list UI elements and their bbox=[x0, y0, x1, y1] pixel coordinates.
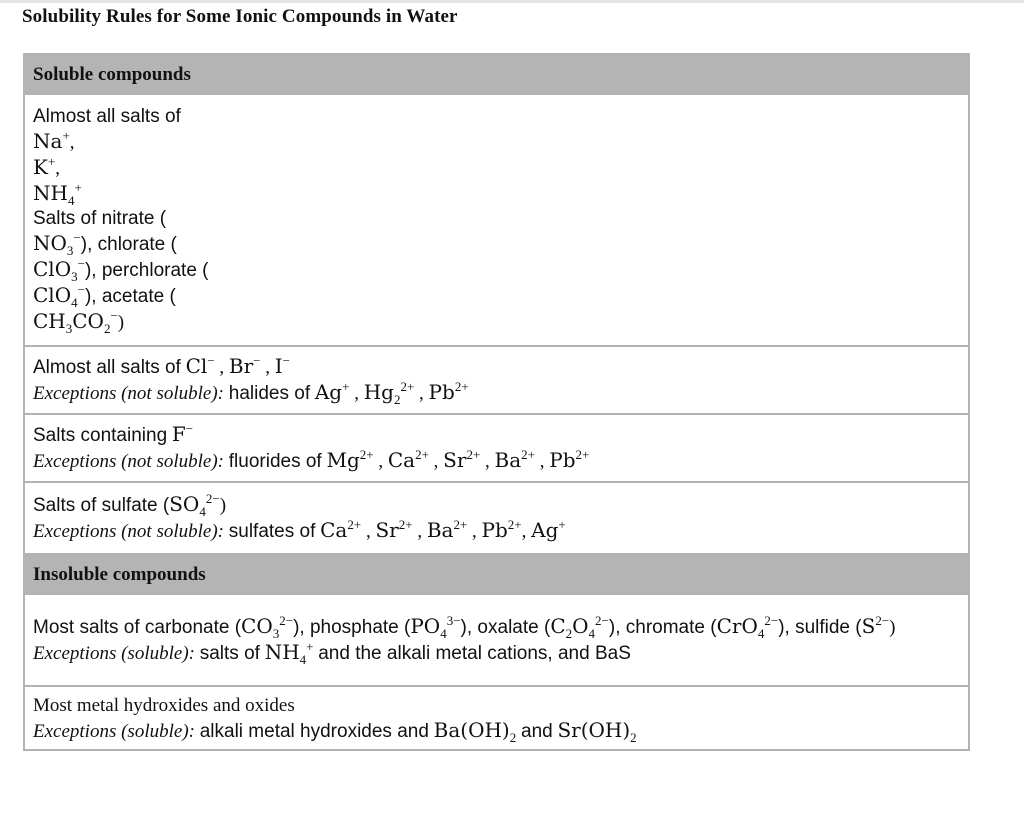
exception-text: Exceptions (soluble): salts of $NH_4^+$ and the alkali metal cations, and BaS bbox=[33, 639, 631, 667]
rule-text-nitrate: Salts of nitrate ( bbox=[33, 208, 167, 229]
page-title: Solubility Rules for Some Ionic Compounds in Water bbox=[22, 6, 458, 27]
ion-nh4: $NH_4^+$ bbox=[33, 180, 82, 208]
exception-text: Exceptions (not soluble): halides of Ag+ , $Hg_2^{2+}$ , $Pb^{2+}$ bbox=[33, 379, 469, 407]
ion-no3: $NO_3^-$), chlorate ( bbox=[33, 230, 177, 258]
rule-row-alkali-nitrate bbox=[24, 94, 969, 346]
rule-row-carbonate bbox=[24, 594, 969, 686]
rule-row-fluoride bbox=[24, 414, 969, 482]
solubility-table bbox=[23, 53, 970, 751]
ion-na: Na+, bbox=[33, 128, 75, 153]
rule-text: Almost all salts of Cl− , Br− , I− bbox=[33, 353, 290, 378]
ion-clo3: ClO$_3$−), perchlorate ( bbox=[33, 256, 209, 284]
rule-row-sulfate bbox=[24, 482, 969, 554]
exception-text: Exceptions (not soluble): sulfates of $Ca^{2+}$ , $Sr^{2+}$ , $Ba^{2+}$ , $Pb^{2+}$, Ag+ bbox=[33, 517, 566, 542]
rule-text: Most salts of carbonate $(CO_3^{2-})$, phosphate $(PO_4^{3-})$, oxalate $(C_2O_4^{2-})$, chromate (CrO$_4^{2-}$), sulfide $(S^{2-})$ bbox=[33, 613, 896, 641]
section-header-label: Soluble compounds bbox=[24, 54, 969, 94]
section-header-insoluble bbox=[24, 554, 969, 594]
exception-text: Exceptions (not soluble): fluorides of $Mg^{2+}$ , $Ca^{2+}$ , $Sr^{2+}$ , $Ba^{2+}$ , $Pb^{2+}$ bbox=[33, 447, 590, 472]
exception-text: Exceptions (soluble): alkali metal hydroxides and $Ba(OH)_2$ and $Sr(OH)_2$ bbox=[33, 717, 637, 745]
rule-text: Salts containing F− bbox=[33, 421, 194, 446]
ion-k: K+, bbox=[33, 154, 61, 179]
section-header-soluble bbox=[24, 54, 969, 94]
ion-clo4: ClO$_4$−), acetate ( bbox=[33, 282, 176, 310]
rule-text: Salts of sulfate $(SO_4^{2-})$ bbox=[33, 491, 227, 519]
rule-row-halides bbox=[24, 346, 969, 414]
section-header-label: Insoluble compounds bbox=[24, 554, 969, 594]
rule-row-hydroxides bbox=[24, 686, 969, 750]
top-divider bbox=[0, 0, 1024, 3]
rule-text: Almost all salts of bbox=[33, 106, 181, 127]
rule-text: Most metal hydroxides and oxides bbox=[33, 694, 295, 716]
ion-ch3co2: $CH_3CO_2^-$) bbox=[33, 308, 125, 336]
